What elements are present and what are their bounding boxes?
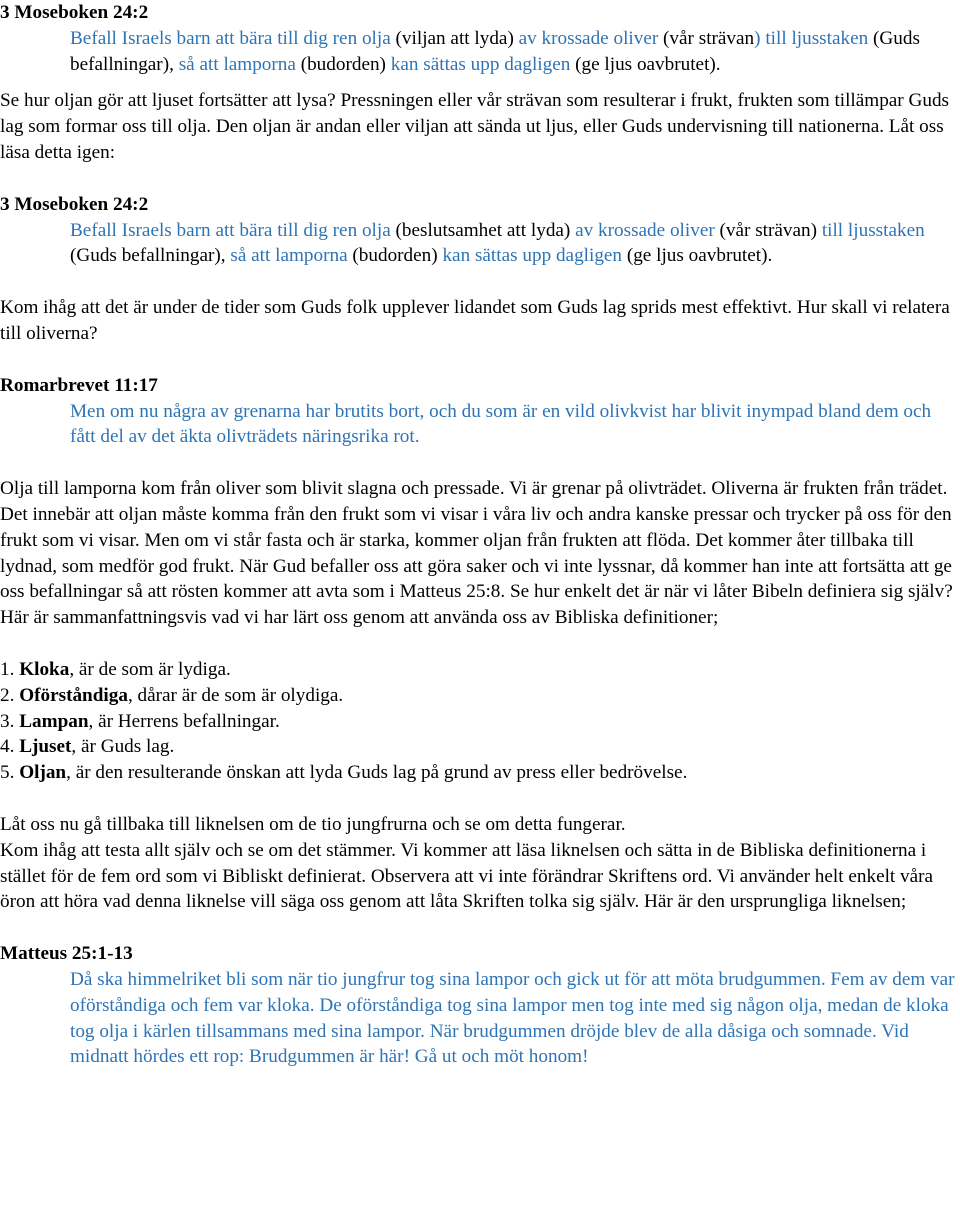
annotation-segment: (Guds befallningar),	[70, 245, 231, 267]
quote-segment: till ljusstaken	[821, 219, 925, 241]
quote-segment: Befall Israels barn att bära till dig ren olja	[70, 27, 391, 49]
annotation-segment: (vår strävan)	[714, 219, 822, 241]
list-item	[0, 760, 960, 786]
list-number: 2.	[0, 684, 20, 706]
quote-segment: så att lamporna	[230, 245, 348, 267]
paragraph: Låt oss nu gå tillbaka till liknelsen om de tio jungfrurna och se om detta fungerar.	[0, 813, 626, 835]
scripture-reference: Matteus 25:1-13	[0, 943, 133, 965]
annotation-segment: (ge ljus oavbrutet).	[570, 53, 721, 75]
scripture-quote: Men om nu några av grenarna har brutits bort, och du som är en vild olivkvist har blivit inympad bland dem och fått del av det äkta olivträdets näringsrika rot.	[70, 400, 932, 448]
paragraph: Kom ihåg att det är under de tider som Guds folk upplever lidandet som Guds lag sprids mest effektivt. Hur skall vi relatera till oliverna?	[0, 297, 950, 344]
list-item	[0, 657, 960, 683]
list-item	[0, 683, 960, 709]
question-text: Se hur oljan gör att ljuset fortsätter att lysa?	[0, 90, 336, 112]
list-term: Oförståndiga	[19, 684, 128, 706]
quote-segment: av krossade oliver	[518, 27, 659, 49]
annotation-segment: (viljan att lyda)	[390, 27, 519, 49]
scripture-quote	[70, 26, 960, 78]
quote-segment: av krossade oliver	[575, 219, 715, 241]
quote-segment: kan sättas upp dagligen	[390, 53, 571, 75]
quote-segment: Befall Israels barn att bära till dig ren olja	[70, 219, 391, 241]
annotation-segment: (budorden)	[295, 53, 391, 75]
paragraph: Här är sammanfattningsvis vad vi har lärt oss genom att använda oss av Bibliska definitioner;	[0, 607, 719, 629]
list-term: Oljan	[19, 762, 67, 784]
list-number: 3.	[0, 710, 20, 732]
annotation-segment: (ge ljus oavbrutet).	[622, 245, 773, 267]
scripture-quote: Då ska himmelriket bli som när tio jungfrur tog sina lampor och gick ut för att möta brudgummen. Fem av dem var oförståndiga och fem var kloka. De oförståndiga tog sina lampor men tog inte med sig någon olja, medan de kloka tog olja i kärlen tillsammans med sina lampor. När brudgummen dröjde blev de alla dåsiga och somnade. Vid midnatt hördes ett rop: Brudgummen är här! Gå ut och möt honom!	[70, 968, 955, 1068]
annotation-segment: (vår strävan	[658, 27, 755, 49]
list-term: Kloka	[19, 658, 70, 680]
scripture-quote	[70, 218, 960, 270]
list-definition: , är Guds lag.	[71, 736, 175, 758]
list-definition: , dårar är de som är olydiga.	[127, 684, 344, 706]
list-term: Ljuset	[19, 736, 72, 758]
list-item	[0, 734, 960, 760]
scripture-reference: Romarbrevet 11:17	[0, 374, 158, 396]
list-number: 5.	[0, 762, 20, 784]
paragraph: Kom ihåg att testa allt själv och se om det stämmer. Vi kommer att läsa liknelsen och sätta in de Bibliska definitionerna i stället för de fem ord som vi Bibliskt definierat. Observera att vi inte förändrar Skriftens ord. Vi använder helt enkelt våra öron att höra vad denna liknelse vill säga oss genom att låta Skriften tolka sig själv. Här är den ursprungliga liknelsen;	[0, 839, 934, 913]
quote-segment: ) till ljusstaken	[754, 27, 869, 49]
scripture-reference: 3 Moseboken 24:2	[0, 193, 149, 215]
annotation-segment: (budorden)	[347, 245, 443, 267]
paragraph: Olja till lamporna kom från oliver som blivit slagna och pressade. Vi är grenar på olivträdet. Oliverna är frukten från trädet. Det innebär att oljan måste komma från den frukt som vi visar i våra liv och andra kanske pressar och trycker på oss för den frukt som vi visar. Men om vi står fasta och är starka, kommer oljan från frukten att flöda. Det kommer åter tillbaka till lydnad, som medför god frukt. När Gud befaller oss att göra saker och vi inte lyssnar, då kommer han inte att fortsätta att ge oss befallningar så att rösten kommer att avta som i Matteus 25:8. Se hur enkelt det är när vi låter Bibeln definiera sig själv?	[0, 478, 953, 603]
list-definition: , är de som är lydiga.	[69, 658, 231, 680]
scripture-reference: 3 Moseboken 24:2	[0, 2, 149, 23]
list-number: 4.	[0, 736, 20, 758]
list-definition: , är Herrens befallningar.	[88, 710, 280, 732]
definition-list	[0, 657, 960, 786]
list-term: Lampan	[19, 710, 89, 732]
quote-segment: så att lamporna	[178, 53, 296, 75]
quote-segment: kan sättas upp dagligen	[442, 245, 623, 267]
list-item	[0, 709, 960, 735]
list-number: 1.	[0, 658, 20, 680]
annotation-segment: (Guds befallningar),	[70, 27, 920, 75]
annotation-segment: (beslutsamhet att lyda)	[390, 219, 576, 241]
list-definition: , är den resulterande önskan att lyda Guds lag på grund av press eller bedrövelse.	[66, 762, 688, 784]
paragraph: Se hur oljan gör att ljuset fortsätter att lysa? Pressningen eller vår strävan som resulterar i frukt, frukten som tillämpar Guds lag som formar oss till olja. Den oljan är andan eller viljan att sända ut ljus, eller Guds undervisning till nationerna. Låt oss läsa detta igen:	[0, 90, 950, 163]
